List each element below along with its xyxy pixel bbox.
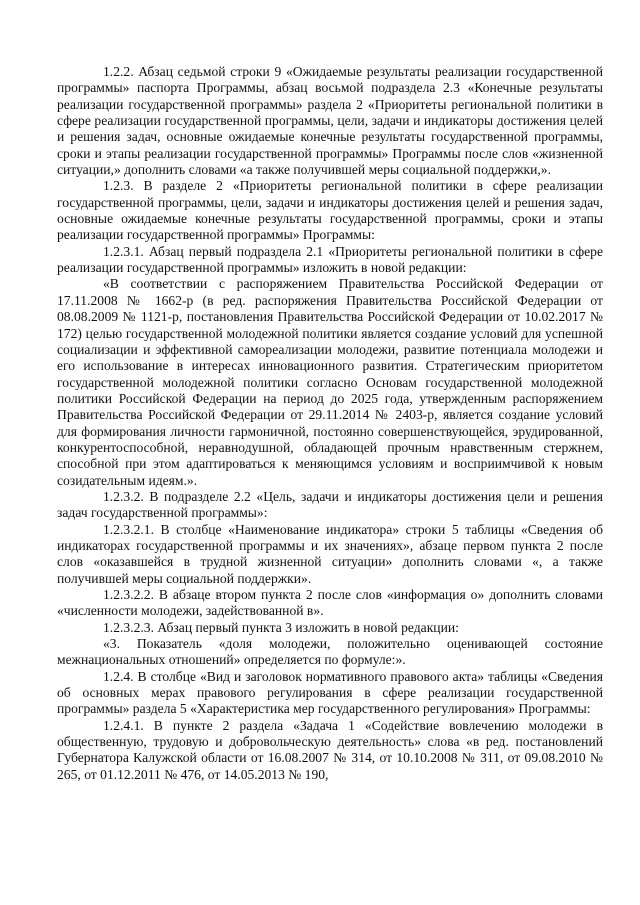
paragraph-1-2-2: 1.2.2. Абзац седьмой строки 9 «Ожидаемые результаты реализации государственной программы» паспорта Программы, абзац восьмой подраздела 2.3 «Конечные результаты реализации государственной программы» раздела 2 «Приоритеты региональной политики в сфере реализации государственной программы, цели, задачи и индикаторы достижения целей и решения задач, основные ожидаемые конечные результаты государственной программы, сроки и этапы реализации государственной программы» Программы после слов «жизненной ситуации,» дополнить словами «а также получившей меры социальной поддержки,». <box>57 64 603 178</box>
paragraph-1-2-3-2-1: 1.2.3.2.1. В столбце «Наименование индикатора» строки 5 таблицы «Сведения об индикаторах государственной программы и их значениях», абзаце первом пункта 2 после слов «оказавшейся в трудной жизненной ситуации» дополнить словами «, а также получившей меры социальной поддержки». <box>57 521 603 586</box>
paragraph-1-2-3-2-2: 1.2.3.2.2. В абзаце втором пункта 2 после слов «информация о» дополнить словами «численности молодежи, задействованной в». <box>57 587 603 619</box>
document-body <box>57 64 603 783</box>
paragraph-1-2-3-1: 1.2.3.1. Абзац первый подраздела 2.1 «Приоритеты региональной политики в сфере реализации государственной программы» изложить в новой редакции: <box>57 243 603 276</box>
paragraph-1-2-3-2: 1.2.3.2. В подразделе 2.2 «Цель, задачи и индикаторы достижения цели и решения задач государственной программы»: <box>57 488 603 521</box>
paragraph-1-2-4: 1.2.4. В столбце «Вид и заголовок нормативного правового акта» таблицы «Сведения об основных мерах правового регулирования в сфере реализации государственной программы» раздела 5 «Характеристика мер государственного регулирования» Программы: <box>57 668 603 717</box>
paragraph-new-wording-quote: «В соответствии с распоряжением Правительства Российской Федерации от 17.11.2008 № 1662-р (в ред. распоряжения Правительства Российской Федерации от 08.08.2009 № 1121-р, постановления Правительства Российской Федерации от 10.02.2017 № 172) целью государственной молодежной политики является создание условий для успешной социализации и эффективной самореализации молодежи, развитие потенциала молодежи и его использование в интересах инновационного развития. Стратегическим приоритетом государственной молодежной политики согласно Основам государственной молодежной политики Российской Федерации на период до 2025 года, утвержденным распоряжением Правительства Российской Федерации от 29.11.2014 № 2403-р, является создание условий для формирования личности гармоничной, постоянно совершенствующейся, эрудированной, конкурентоспособной, неравнодушной, обладающей прочным нравственным стержнем, способной при этом адаптироваться к меняющимся условиям и восприимчивой к новым созидательным идеям.». <box>57 276 603 488</box>
paragraph-1-2-3: 1.2.3. В разделе 2 «Приоритеты региональной политики в сфере реализации государственной программы, цели, задачи и индикаторы достижения целей и решения задач, основные ожидаемые конечные результаты государственной программы, сроки и этапы реализации государственной программы» Программы: <box>57 178 603 243</box>
paragraph-1-2-3-2-3: 1.2.3.2.3. Абзац первый пункта 3 изложить в новой редакции: <box>103 619 459 635</box>
paragraph-1-2-4-1: 1.2.4.1. В пункте 2 раздела «Задача 1 «Содействие вовлечению молодежи в общественную, трудовую и добровольческую деятельность» слова «в ред. постановлений Губернатора Калужской области от 16.08.2007 № 314, от 10.10.2008 № 311, от 09.08.2010 № 265, от 01.12.2011 № 476, от 14.05.2013 № 190, <box>57 717 603 782</box>
paragraph-indicator-quote: «3. Показатель «доля молодежи, положительно оценивающей состояние межнациональных отношений» определяется по формуле:». <box>57 636 603 668</box>
